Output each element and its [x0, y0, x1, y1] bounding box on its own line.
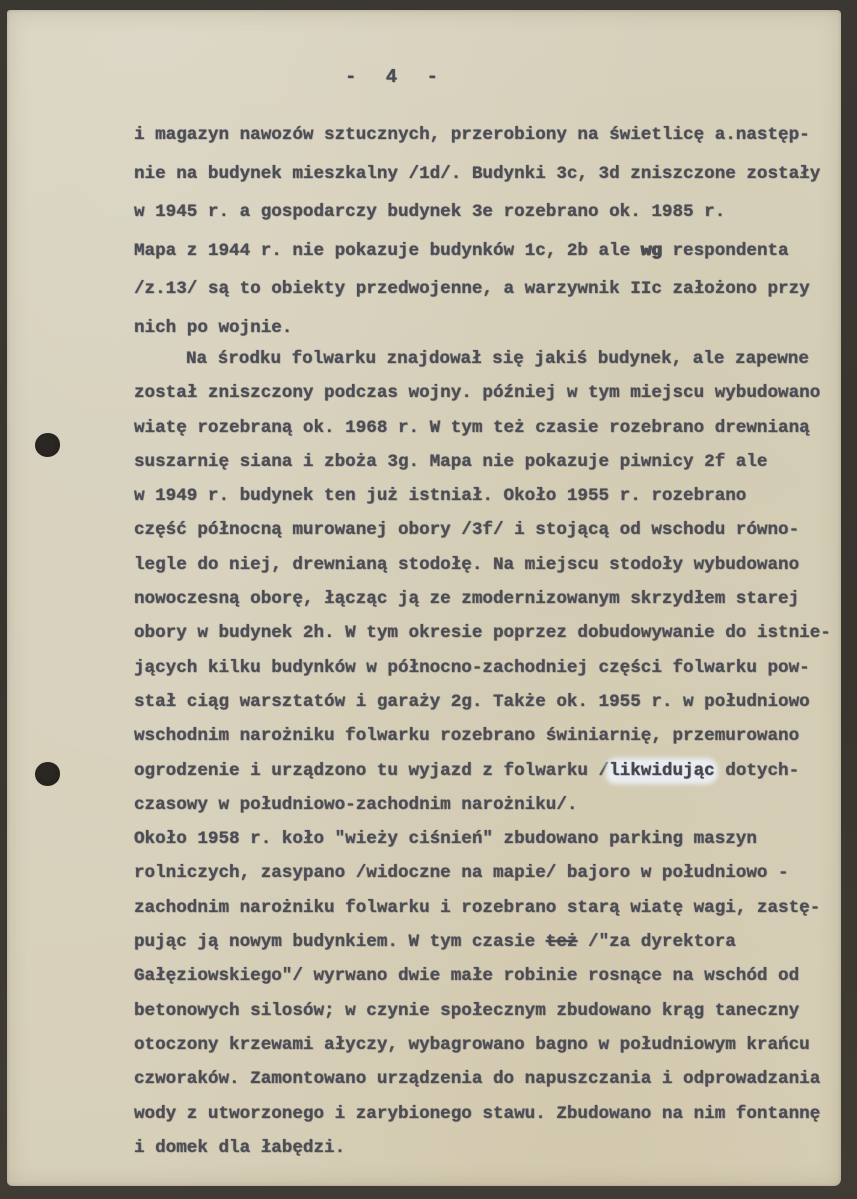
text-line [134, 754, 846, 788]
strike-text: też [545, 932, 578, 953]
text-line [134, 155, 846, 194]
text-segment: jących kilku budynków w północno-zachodniej części folwarku pow- [134, 657, 810, 678]
highlight-text: likwidując [609, 760, 715, 781]
text-line [134, 1028, 846, 1062]
text-line [134, 411, 846, 445]
page-number: - 4 - [345, 66, 448, 88]
overtype-text: wg [640, 240, 662, 261]
text-segment: Gałęziowskiego"/ wyrwano dwie małe robinie rosnące na wschód od [134, 966, 800, 987]
text-segment: nich po wojnie. [134, 317, 293, 338]
text-line [134, 685, 846, 719]
text-segment: czworaków. Zamontowano urządzenia do napuszczania i odprowadzania [134, 1069, 821, 1090]
text-segment: wody z utworzonego i zarybionego stawu. Zbudowano na nim fontannę [134, 1103, 821, 1124]
text-line [134, 342, 846, 376]
text-segment: Około 1958 r. koło "wieży ciśnień" zbudowano parking maszyn [134, 829, 757, 850]
text-line [134, 376, 846, 410]
text-segment: legle do niej, drewnianą stodołę. Na miejscu stodoły wybudowano [134, 554, 800, 575]
text-segment: zachodnim narożniku folwarku i rozebrano starą wiatę wagi, zastę- [134, 897, 821, 918]
text-segment: /"za dyrektora [577, 932, 736, 953]
text-line [134, 616, 846, 650]
text-line [134, 193, 846, 232]
text-segment: został zniszczony podczas wojny. później w tym miejscu wybudowano [134, 383, 821, 404]
text-line [134, 479, 846, 513]
hole-punch-bottom [35, 762, 60, 786]
text-segment: Mapa z 1944 r. nie pokazuje budynków 1c, 2b ale [134, 240, 641, 261]
paragraph [134, 116, 846, 348]
paragraph [134, 342, 846, 1165]
text-line [134, 270, 846, 309]
text-segment: nowoczesną oborę, łącząc ją ze zmodernizowanym skrzydłem starej [134, 589, 800, 610]
text-segment: w 1949 r. budynek ten już istniał. Około 1955 r. rozebrano [134, 486, 747, 507]
text-segment: respondenta [661, 240, 789, 261]
text-segment: pując ją nowym budynkiem. W tym czasie [134, 932, 546, 953]
text-line [134, 513, 846, 547]
text-segment: wschodnim narożniku folwarku rozebrano świniarnię, przemurowano [134, 726, 800, 747]
text-line [134, 891, 846, 925]
text-segment: suszarnię siana i zboża 3g. Mapa nie pokazuje piwnicy 2f ale [134, 451, 768, 472]
text-line [134, 959, 846, 993]
text-segment: w 1945 r. a gospodarczy budynek 3e rozebrano ok. 1985 r. [134, 202, 726, 223]
text-line [134, 651, 846, 685]
text-line [134, 1062, 846, 1096]
text-segment: otoczony krzewami ałyczy, wybagrowano bagno w południowym krańcu [134, 1034, 810, 1055]
scanned-page [7, 10, 841, 1186]
text-segment: obory w budynek 2h. W tym okresie poprzez dobudowywanie do istnie- [134, 623, 831, 644]
text-line [134, 1131, 846, 1165]
text-segment: część północną murowanej obory /3f/ i stojącą od wschodu równo- [134, 520, 800, 541]
text-segment: stał ciąg warsztatów i garaży 2g. Także ok. 1955 r. w południowo [134, 691, 810, 712]
text-line [134, 788, 846, 822]
text-segment: dotych- [714, 760, 800, 781]
text-segment: nie na budynek mieszkalny /1d/. Budynki 3c, 3d zniszczone zostały [134, 163, 821, 184]
text-line [134, 116, 846, 155]
text-line [134, 445, 846, 479]
text-line [134, 232, 846, 271]
text-segment: wiatę rozebraną ok. 1968 r. W tym też czasie rozebrano drewnianą [134, 417, 810, 438]
hole-punch-top [35, 433, 60, 457]
text-segment: i domek dla łabędzi. [134, 1137, 346, 1158]
text-segment: betonowych silosów; w czynie społecznym zbudowano krąg taneczny [134, 1000, 800, 1021]
text-line [134, 1097, 846, 1131]
text-line [134, 994, 846, 1028]
text-segment: rolniczych, zasypano /widoczne na mapie/ bajoro w południowo - [134, 863, 789, 884]
text-line [134, 925, 846, 959]
text-line [134, 719, 846, 753]
text-line [134, 582, 846, 616]
text-line [134, 856, 846, 890]
text-line [134, 548, 846, 582]
text-segment: czasowy w południowo-zachodnim narożniku/. [134, 794, 578, 815]
text-segment: /z.13/ są to obiekty przedwojenne, a warzywnik IIc założono przy [134, 279, 810, 300]
text-segment: Na środku folwarku znajdował się jakiś budynek, ale zapewne [186, 349, 809, 369]
text-segment: ogrodzenie i urządzono tu wyjazd z folwarku / [134, 760, 610, 781]
text-segment: i magazyn nawozów sztucznych, przerobiony na świetlicę a.następ- [134, 125, 810, 145]
text-line [134, 822, 846, 856]
